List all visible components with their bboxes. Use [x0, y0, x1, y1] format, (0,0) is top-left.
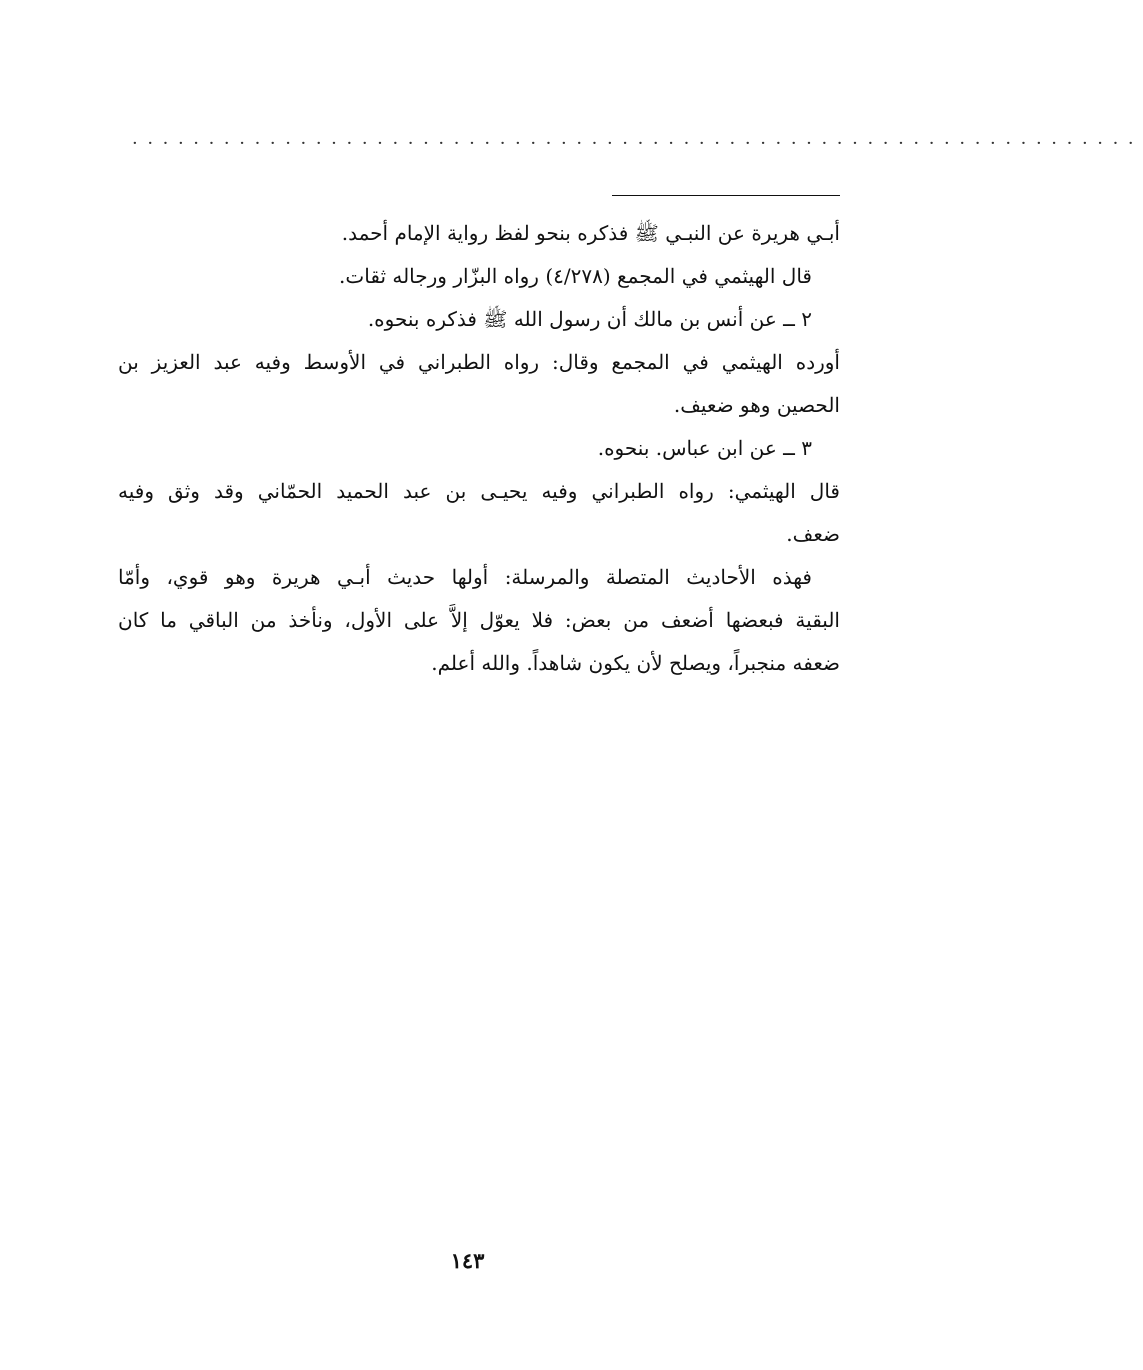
dotted-separator: ··································································: [132, 133, 1143, 154]
text-line: ضعف.: [786, 522, 840, 546]
text-line: أورده الهيثمي في المجمع وقال: رواه الطبراني في الأوسط وفيه عبد العزيز بن: [118, 350, 840, 374]
text-line: ٢ ــ عن أنس بن مالك أن رسول الله ﷺ فذكره بنحوه.: [367, 307, 812, 331]
text-line: أبـي هريرة عن النبـي ﷺ فذكره بنحو لفظ رواية الإمام أحمد.: [341, 221, 840, 245]
text-line: ضعفه منجبراً، ويصلح لأن يكون شاهداً. والله أعلم.: [431, 651, 840, 675]
footnote-rule: [612, 195, 840, 196]
page-number: ١٤٣: [450, 1248, 485, 1273]
text-line: البقية فبعضها أضعف من بعض: فلا يعوّل إلاَّ على الأول، ونأخذ من الباقي ما كان: [118, 608, 840, 632]
text-line: فهذه الأحاديث المتصلة والمرسلة: أولها حديث أبـي هريرة وهو قوي، وأمّا: [118, 565, 812, 589]
footnote-text-block: [118, 212, 840, 685]
text-line: قال الهيثمي في المجمع (٤/٢٧٨) رواه البزّار ورجاله ثقات.: [339, 264, 812, 288]
text-line: ٣ ــ عن ابن عباس. بنحوه.: [597, 436, 812, 460]
text-line: قال الهيثمي: رواه الطبراني وفيه يحيـى بن عبد الحميد الحمّاني وقد وثق وفيه: [118, 479, 840, 503]
text-line: الحصين وهو ضعيف.: [673, 393, 840, 417]
